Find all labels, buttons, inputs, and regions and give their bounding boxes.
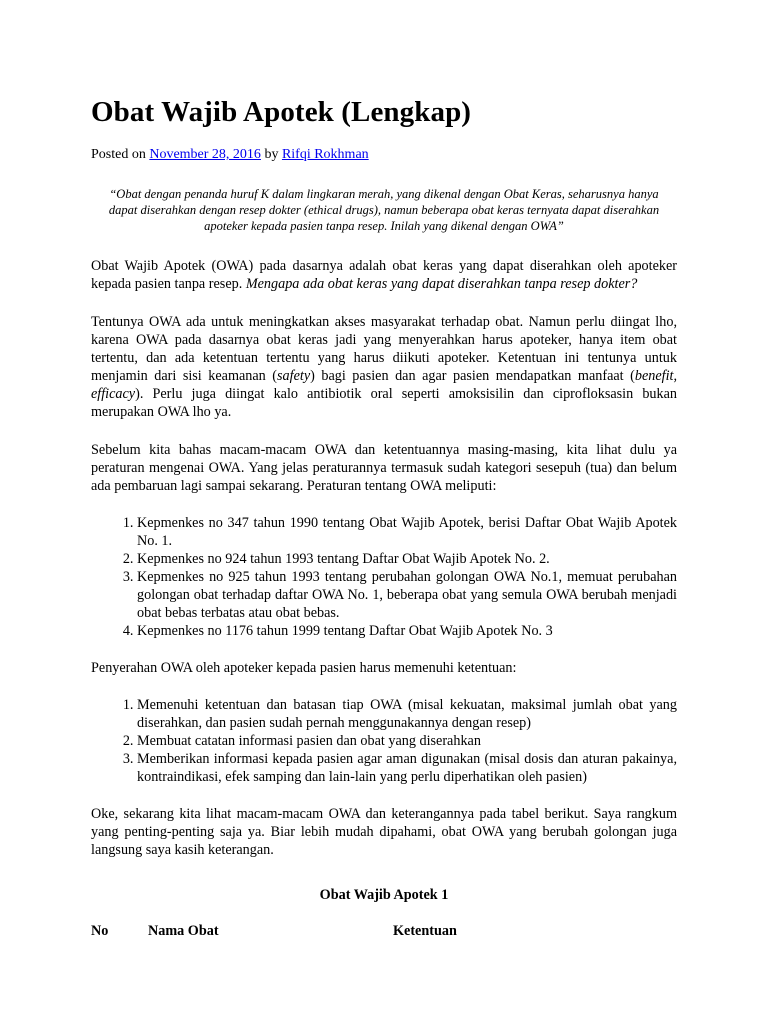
paragraph-text: Tentunya OWA ada untuk meningkatkan akses masyarakat terhadap obat. Namun perlu diingat lho, karena OWA pada dasarnya obat keras jadi yang menyerahkan harus apoteker, hanya item obat tertentu, dan ada ketentuan tertentu yang harus diikuti apoteker. Ketentuan ini tentunya untuk menjamin dari sisi keamanan (	[91, 314, 677, 384]
requirements-list	[91, 696, 677, 786]
column-header-ketentuan: Ketentuan	[393, 923, 457, 939]
list-item: 2. Membuat catatan informasi pasien dan obat yang diserahkan	[137, 732, 677, 750]
list-item: 3. Memberikan informasi kepada pasien agar aman digunakan (misal dosis dan aturan pakainya, kontraindikasi, efek samping dan lain-lain yang perlu diperhatikan oleh pasien)	[137, 750, 677, 786]
paragraph-text: ) bagi pasien dan agar pasien mendapatkan manfaat (	[310, 368, 635, 384]
paragraph-table-intro: Oke, sekarang kita lihat macam-macam OWA dan keterangannya pada tabel berikut. Saya rangkum yang penting-penting saja ya. Biar lebih mudah dipahami, obat OWA yang berubah golongan juga langsung saya kasih keterangan.	[91, 806, 677, 858]
paragraph-owa-definition	[91, 257, 677, 293]
list-item: 1. Kepmenkes no 347 tahun 1990 tentang Obat Wajib Apotek, berisi Daftar Obat Wajib Apotek No. 1.	[137, 514, 677, 550]
list-item: 1. Memenuhi ketentuan dan batasan tiap OWA (misal kekuatan, maksimal jumlah obat yang diserahkan, dan pasien sudah pernah menggunakannya dengan resep)	[137, 696, 677, 732]
regulations-list	[91, 514, 677, 640]
term-safety: safety	[277, 368, 311, 384]
term-benefit: benefit, efficacy	[91, 368, 677, 402]
paragraph-owa-purpose	[91, 313, 677, 421]
paragraph-regulations-intro: Sebelum kita bahas macam-macam OWA dan ketentuannya masing-masing, kita lihat dulu ya peraturan mengenai OWA. Yang jelas peraturannya termasuk sudah kategori sesepuh (tua) dan belum ada pembaruan lagi sampai sekarang. Peraturan tentang OWA meliputi:	[91, 442, 677, 494]
page-title: Obat Wajib Apotek (Lengkap)	[91, 96, 472, 128]
list-item: 4. Kepmenkes no 1176 tahun 1999 tentang Daftar Obat Wajib Apotek No. 3	[137, 622, 677, 640]
posted-by: by	[260, 147, 282, 162]
paragraph-text: ). Perlu juga diingat kalo antibiotik oral seperti amoksisilin dan ciprofloksasin bukan merupakan OWA lho ya.	[91, 386, 677, 420]
paragraph-requirements-intro: Penyerahan OWA oleh apoteker kepada pasien harus memenuhi ketentuan:	[91, 660, 517, 676]
list-item: 2. Kepmenkes no 924 tahun 1993 tentang Daftar Obat Wajib Apotek No. 2.	[137, 550, 677, 568]
post-meta	[91, 146, 677, 164]
paragraph-question: Mengapa ada obat keras yang dapat diserahkan tanpa resep dokter?	[245, 276, 638, 292]
posted-prefix: Posted on	[91, 147, 150, 162]
post-date-link[interactable]: November 28, 2016	[149, 147, 261, 162]
list-item: 3. Kepmenkes no 925 tahun 1993 tentang perubahan golongan OWA No.1, memuat perubahan golongan obat terhadap daftar OWA No. 1, beberapa obat yang semula OWA berubah menjadi obat bebas terbatas atau obat bebas.	[137, 568, 677, 622]
table-title: Obat Wajib Apotek 1	[319, 887, 449, 903]
author-link[interactable]: Rifqi Rokhman	[281, 147, 369, 162]
paragraph-text: Obat Wajib Apotek (OWA) pada dasarnya adalah obat keras yang dapat diserahkan oleh apoteker kepada pasien tanpa resep.	[91, 258, 677, 292]
intro-quote: “Obat dengan penanda huruf K dalam lingkaran merah, yang dikenal dengan Obat Keras, seharusnya hanya dapat diserahkan dengan resep dokter (ethical drugs), namun beberapa obat keras ternyata dapat diserahkan apoteker kepada pasien tanpa resep. Inilah yang dikenal dengan OWA”	[108, 187, 660, 233]
column-header-no: No	[91, 923, 109, 939]
column-header-nama-obat: Nama Obat	[148, 923, 219, 939]
table-header-row	[91, 922, 677, 940]
